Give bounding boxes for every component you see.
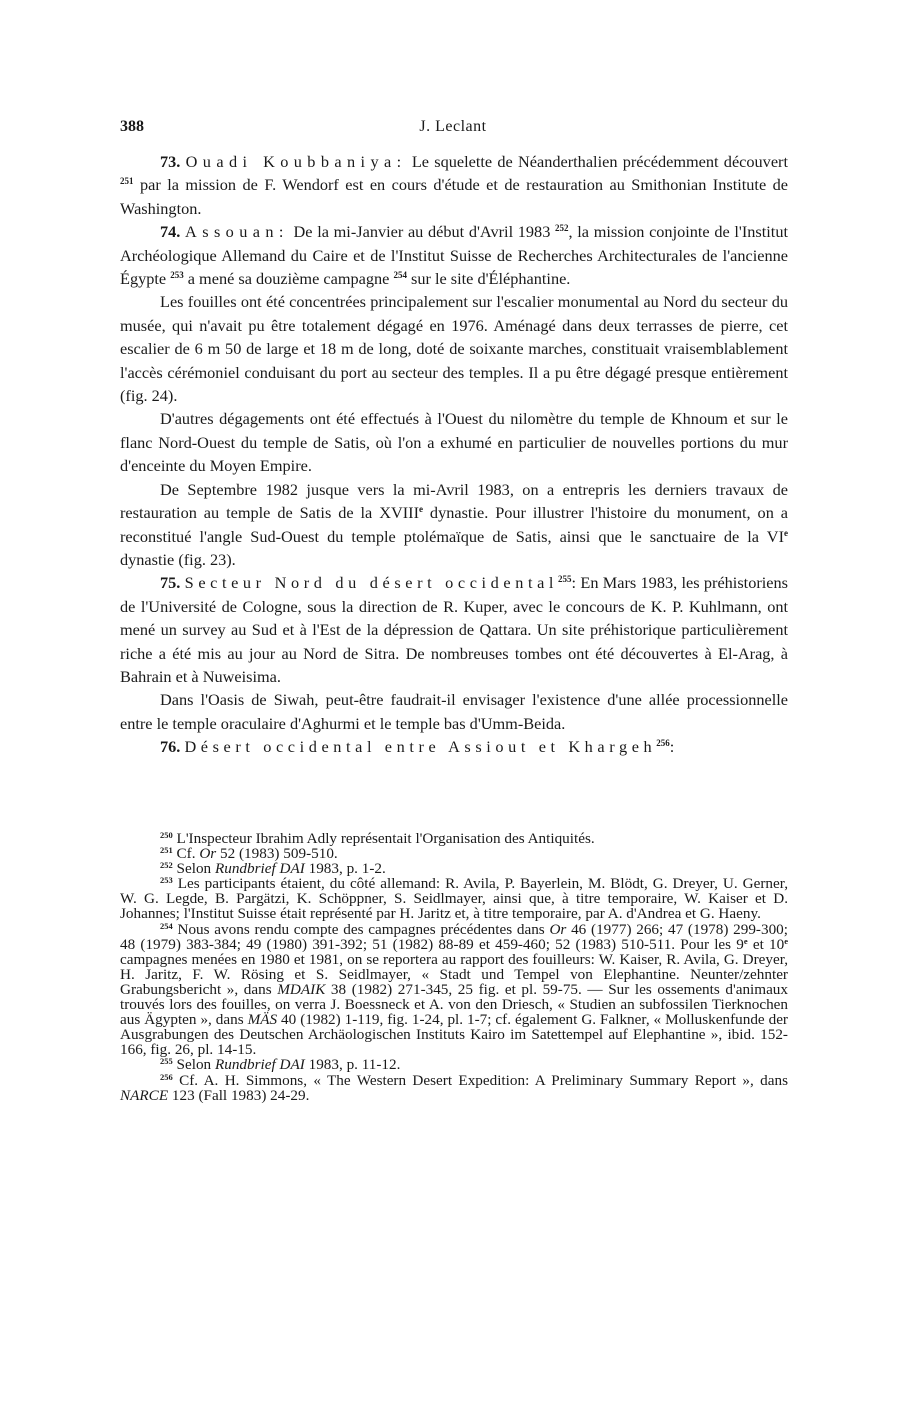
paragraph-text: sur le site d'Éléphantine. <box>406 269 571 289</box>
footnote-text: campagnes menées en 1980 et 1981, on se reportera au rapport des fouilleurs: W. Kaiser, R. Avila, G. Dreyer, H. Jaritz, F. W. Rösing et S. Seidlmayer, « Stadt und Tempel von Elephantine. Neunter/zehnter Grabungsbericht », dans <box>120 950 788 998</box>
journal-abbrev: MDAIK <box>277 980 326 998</box>
main-text <box>120 150 788 759</box>
ordinal-superscript: e <box>743 935 748 946</box>
journal-abbrev: Or <box>199 845 217 863</box>
footnote-number: 254 <box>160 920 173 931</box>
footnote-number: 255 <box>160 1056 173 1067</box>
footnote-text: et 10 <box>747 935 785 953</box>
footnote-250 <box>120 831 788 846</box>
journal-abbrev: MÄS <box>247 1011 278 1029</box>
journal-abbrev: Or <box>549 920 567 938</box>
paragraph-text: De la mi-Janvier au début d'Avril 1983 <box>288 222 556 242</box>
page-header <box>120 118 786 142</box>
footnote-text: Cf. <box>172 845 200 863</box>
footnote-ref: 253 <box>170 270 184 281</box>
paragraph-75 <box>120 571 788 688</box>
running-head: J. Leclant <box>419 118 487 135</box>
paragraph-text: a mené sa douzième campagne <box>183 269 394 289</box>
footnote-text: Selon <box>172 860 215 878</box>
footnote-text: 52 (1983) 509-510. <box>216 845 338 863</box>
paragraph-76 <box>120 735 788 758</box>
journal-abbrev: NARCE <box>120 1086 169 1104</box>
paragraph-text: : En Mars 1983, les préhistoriens de l'Université de Cologne, sous la direction de R. Kuper, avec le concours de K. P. Kuhlmann, ont mené un survey au Sud et à l'Est de la dépression de Qattara. Un site préhistorique particulièrement riche a été mis au jour au Nord de Sitra. De nombreuses tombes ont été découvertes à El-Arag, à Bahrain et à Nuweisima. <box>120 573 788 686</box>
footnote-ref: 251 <box>120 176 134 187</box>
paragraph-74-d <box>120 478 788 572</box>
footnote-text: L'Inspecteur Ibrahim Adly représentait l'Organisation des Antiquités. <box>172 830 595 847</box>
footnote-text: Cf. A. H. Simmons, « The Western Desert Expedition: A Preliminary Summary Report », dans <box>172 1071 788 1089</box>
footnote-number: 253 <box>160 875 173 886</box>
place-heading: Secteur Nord du désert occidental <box>184 573 559 593</box>
journal-abbrev: Rundbrief DAI <box>214 860 305 878</box>
section-number: 75. <box>160 573 181 593</box>
paragraph-74 <box>120 220 788 290</box>
footnote-ref: 252 <box>555 223 569 234</box>
page-number: 388 <box>120 118 144 135</box>
paragraph-text: dynastie. Pour illustrer l'histoire du monument, on a reconstitué l'angle Sud-Ouest du temple ptolémaïque de Satis, ainsi que le sanctuaire de la VI <box>120 503 788 546</box>
ordinal-superscript: e <box>784 527 788 538</box>
section-number: 76. <box>160 737 181 757</box>
footnote-number: 250 <box>160 830 173 840</box>
footnote-text: 1983, p. 1-2. <box>304 860 386 878</box>
place-heading: Désert occidental entre Assiout et Khargeh <box>184 737 657 757</box>
footnotes <box>120 831 788 1103</box>
footnote-ref: 256 <box>656 738 670 749</box>
place-heading: Assouan: <box>185 222 289 242</box>
ordinal-superscript: e <box>419 504 423 515</box>
footnote-text: Nous avons rendu compte des campagnes précédentes dans <box>172 920 550 938</box>
footnote-text: 46 (1977) 266; 47 (1978) 299-300; 48 (1979) 383-384; 49 (1980) 391-392; 51 (1982) 88-89 et 459-460; 52 (1983) 510-511. Pour les 9 <box>120 920 788 953</box>
ordinal-superscript: e <box>784 935 788 946</box>
footnote-text: Les participants étaient, du côté allemand: R. Avila, P. Bayerlein, M. Blödt, G. Dreyer, U. Gerner, W. G. Legde, B. Pargätzi, K. Schöppner, S. Seidlmayer, ainsi que, à titre temporaire, W. Kaiser et D. Johannes; l'Institut Suisse était représenté par H. Jaritz et, à titre temporaire, par A. d'Andrea et G. Haeny. <box>120 875 788 923</box>
footnote-254 <box>120 922 788 1058</box>
footnote-text: 40 (1982) 1-119, fig. 1-24, pl. 1-7; cf. également G. Falkner, « Molluskenfunde der Ausgrabungen des Deutschen Archäologischen Instituts Kairo im Satettempel auf Elephantine », ibid. 152-166, fig. 26, pl. 14-15. <box>120 1011 788 1059</box>
footnote-252 <box>120 861 788 876</box>
paragraph-74-b: Les fouilles ont été concentrées principalement sur l'escalier monumental au Nord du secteur du musée, qui n'avait pu être totalement dégagé en 1976. Aménagé dans deux terrasses de pierre, cet escalier de 6 m 50 de large et 18 m de long, doté de soixante marches, constituait vraisemblablement l'accès cérémoniel conduisant du port au secteur des temples. Il a pu être dégagé presque entièrement (fig. 24). <box>120 292 788 406</box>
section-number: 74. <box>160 222 181 242</box>
paragraph-text: , la mission conjointe de l'Institut Archéologique Allemand du Caire et de l'Institut Suisse de Recherches Architecturales de l'ancienne Égypte <box>120 222 788 289</box>
place-heading: Ouadi Koubbaniya: <box>185 152 407 171</box>
footnote-text: 123 (Fall 1983) 24-29. <box>168 1086 310 1104</box>
footnote-256 <box>120 1073 788 1103</box>
footnote-ref: 254 <box>393 270 407 281</box>
footnote-text: 1983, p. 11-12. <box>304 1056 401 1074</box>
footnote-251 <box>120 846 788 861</box>
paragraph-text: dynastie (fig. 23). <box>120 549 236 569</box>
section-number: 73. <box>160 152 181 171</box>
footnote-number: 256 <box>160 1071 173 1082</box>
footnote-253 <box>120 876 788 921</box>
footnote-text: 38 (1982) 271-345, 25 fig. et pl. 59-75. — Sur les ossements d'animaux trouvés lors des fouilles, on verra J. Boessneck et A. von den Driesch, « Studien an subfossilen Tierknochen aus Ägypten », dans <box>120 980 788 1029</box>
footnote-text: Selon <box>172 1056 215 1074</box>
paragraph-75-b: Dans l'Oasis de Siwah, peut-être faudrait-il envisager l'existence d'une allée processionnelle entre le temple oraculaire d'Aghurmi et le temple bas d'Umm-Beida. <box>120 690 788 733</box>
paragraph-74-c: D'autres dégagements ont été effectués à l'Ouest du nilomètre du temple de Khnoum et sur le flanc Nord-Ouest du temple de Satis, où l'on a exhumé en particulier de nouvelles portions du mur d'enceinte du Moyen Empire. <box>120 409 788 476</box>
paragraph-text: : <box>669 737 675 757</box>
footnote-255 <box>120 1057 788 1072</box>
paragraph-73 <box>120 150 788 220</box>
paragraph-text: De Septembre 1982 jusque vers la mi-Avril 1983, on a entrepris les derniers travaux de restauration au temple de Satis de la XVIII <box>120 479 788 523</box>
footnote-number: 251 <box>160 845 173 856</box>
footnote-number: 252 <box>160 860 173 871</box>
footnote-ref: 255 <box>558 574 572 585</box>
paragraph-text: Le squelette de Néanderthalien précédemment découvert <box>406 152 788 171</box>
paragraph-text: par la mission de F. Wendorf est en cours d'étude et de restauration au Smithonian Institute de Washington. <box>120 175 788 218</box>
journal-abbrev: Rundbrief DAI <box>214 1056 305 1074</box>
